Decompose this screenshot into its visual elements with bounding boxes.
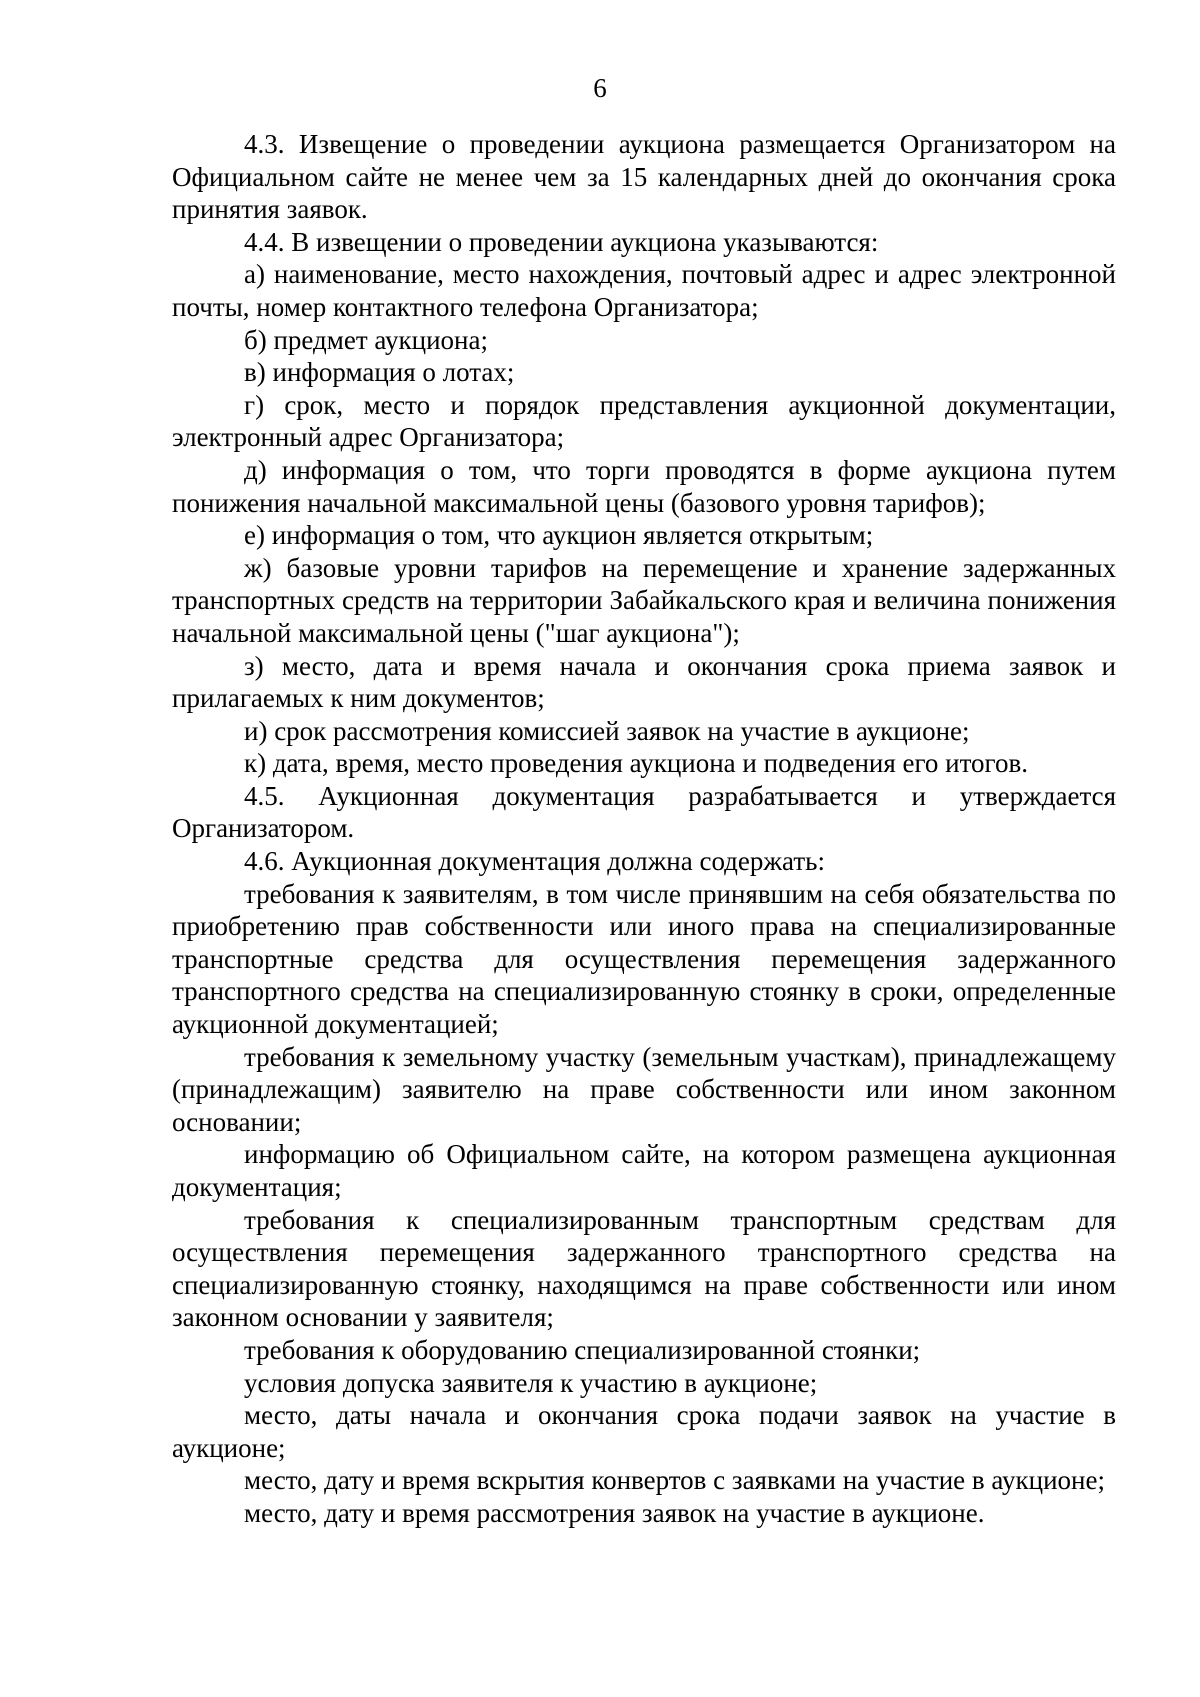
requirement-envelope-opening: место, дату и время вскрытия конвертов с заявками на участие в аукционе;	[244, 1465, 1105, 1496]
list-item-b: б) предмет аукциона;	[244, 324, 488, 355]
list-item-i: и) срок рассмотрения комиссией заявок на участие в аукционе;	[244, 715, 970, 746]
list-item-v: в) информация о лотах;	[244, 357, 515, 388]
document-body	[172, 128, 1116, 1530]
requirement-vehicles: требования к специализированным транспортным средствам для осуществления перемещения задержанного транспортного средства на специализированную стоянку, находящимся на праве собственности или ином законном основании у заявителя;	[172, 1204, 1116, 1333]
list-item-g: г) срок, место и порядок представления аукционной документации, электронный адрес Организатора;	[172, 389, 1116, 453]
paragraph-4-6: 4.6. Аукционная документация должна содержать:	[244, 846, 825, 877]
list-item-d: д) информация о том, что торги проводятся в форме аукциона путем понижения начальной максимальной цены (базового уровня тарифов);	[172, 454, 1116, 518]
requirement-application-period: место, даты начала и окончания срока подачи заявок на участие в аукционе;	[172, 1400, 1116, 1463]
paragraph-4-5: 4.5. Аукционная документация разрабатывается и утверждается Организатором.	[172, 780, 1116, 844]
requirement-land-plot: требования к земельному участку (земельным участкам), принадлежащему (принадлежащим) заявителю на праве собственности или ином законном основании;	[172, 1041, 1116, 1137]
paragraph-4-3: 4.3. Извещение о проведении аукциона размещается Организатором на Официальном сайте не менее чем за 15 календарных дней до окончания срока принятия заявок.	[172, 129, 1116, 225]
requirement-official-site: информацию об Официальном сайте, на котором размещена аукционная документация;	[172, 1139, 1116, 1202]
list-item-z: з) место, дата и время начала и окончания срока приема заявок и прилагаемых к ним документов;	[172, 650, 1116, 714]
requirement-admission: условия допуска заявителя к участию в аукционе;	[244, 1367, 818, 1398]
list-item-zh: ж) базовые уровни тарифов на перемещение и хранение задержанных транспортных средств на территории Забайкальского края и величина понижения начальной максимальной цены ("шаг аукциона");	[172, 552, 1116, 648]
list-item-e: е) информация о том, что аукцион является открытым;	[244, 520, 874, 551]
requirement-applicants: требования к заявителям, в том числе принявшим на себя обязательства по приобретению прав собственности или иного права на специализированные транспортные средства для осуществления перемещения задержанного транспортного средства на специализированную стоянку в сроки, определенные аукционной документацией;	[172, 878, 1116, 1040]
requirement-application-review: место, дату и время рассмотрения заявок на участие в аукционе.	[244, 1497, 985, 1528]
paragraph-4-4: 4.4. В извещении о проведении аукциона указываются:	[244, 226, 879, 257]
page-number: 6	[593, 73, 607, 103]
list-item-k: к) дата, время, место проведения аукциона и подведения его итогов.	[244, 748, 1028, 779]
requirement-parking-equipment: требования к оборудованию специализированной стоянки;	[244, 1334, 921, 1365]
list-item-a: а) наименование, место нахождения, почтовый адрес и адрес электронной почты, номер контактного телефона Организатора;	[172, 259, 1116, 322]
